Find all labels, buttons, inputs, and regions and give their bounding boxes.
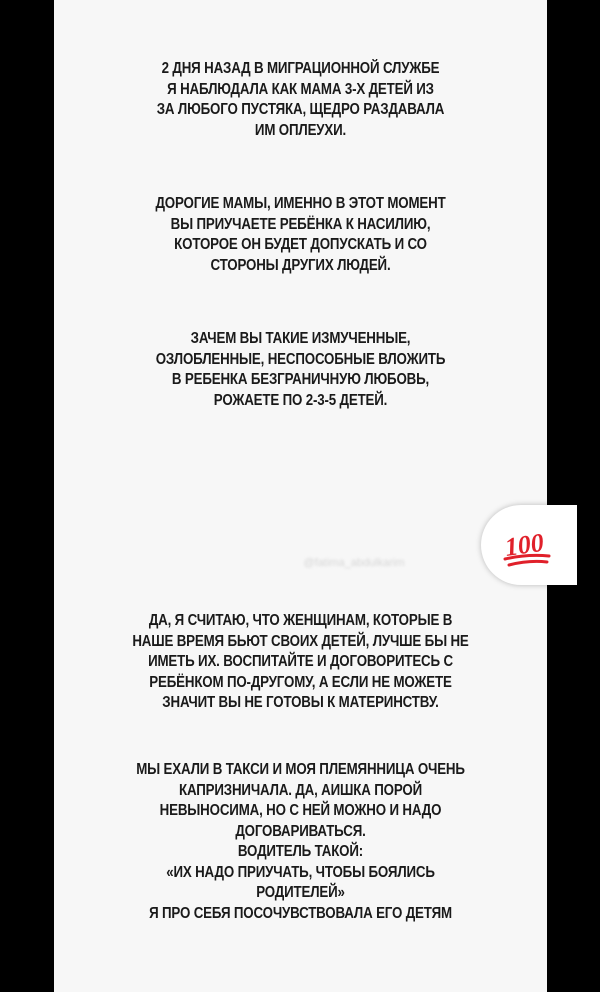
paragraph-dear-mothers xyxy=(89,194,513,276)
paragraph-why xyxy=(89,329,513,411)
username-watermark: @fatima_abdulkarim xyxy=(303,557,405,569)
text-line: ДОГОВАРИВАТЬСЯ. xyxy=(235,822,366,840)
text-line: РЕБЁНКОМ ПО-ДРУГОМУ, А ЕСЛИ НЕ МОЖЕТЕ xyxy=(149,673,452,691)
text-line: ДА, Я СЧИТАЮ, ЧТО ЖЕНЩИНАМ, КОТОРЫЕ В xyxy=(148,612,453,629)
text-line: 2 ДНЯ НАЗАД В МИГРАЦИОННОЙ СЛУЖБЕ xyxy=(161,60,440,77)
paragraph-migration-service xyxy=(89,59,513,141)
text-line: Я ПРО СЕБЯ ПОСОЧУВСТВОВАЛА ЕГО ДЕТЯМ xyxy=(149,904,452,922)
paragraph-taxi-story xyxy=(89,760,513,924)
paragraph-opinion xyxy=(89,611,513,714)
text-line: НЕВЫНОСИМА, НО С НЕЙ МОЖНО И НАДО xyxy=(159,802,442,819)
text-line: Я НАБЛЮДАЛА КАК МАМА 3-Х ДЕТЕЙ ИЗ xyxy=(167,80,434,98)
text-line: ОЗЛОБЛЕННЫЕ, НЕСПОСОБНЫЕ ВЛОЖИТЬ xyxy=(155,350,446,368)
text-line: ВОДИТЕЛЬ ТАКОЙ: xyxy=(237,843,364,860)
text-line: В РЕБЕНКА БЕЗГРАНИЧНУЮ ЛЮБОВЬ, xyxy=(171,371,430,388)
text-line: ВЫ ПРИУЧАЕТЕ РЕБЁНКА К НАСИЛИЮ, xyxy=(170,215,431,233)
story-card[interactable] xyxy=(54,0,547,992)
text-line: ИМЕТЬ ИХ. ВОСПИТАЙТЕ И ДОГОВОРИТЕСЬ С xyxy=(148,653,453,670)
text-line: РОЖАЕТЕ ПО 2-3-5 ДЕТЕЙ. xyxy=(213,391,388,409)
text-line: «ИХ НАДО ПРИУЧАТЬ, ЧТОБЫ БОЯЛИСЬ xyxy=(166,863,435,881)
text-line: НАШЕ ВРЕМЯ БЬЮТ СВОИХ ДЕТЕЙ, ЛУЧШЕ БЫ НЕ xyxy=(132,632,469,650)
text-line: КОТОРОЕ ОН БУДЕТ ДОПУСКАТЬ И СО xyxy=(174,236,427,253)
text-line: МЫ ЕХАЛИ В ТАКСИ И МОЯ ПЛЕМЯННИЦА ОЧЕНЬ xyxy=(136,761,465,778)
text-line: ДОРОГИЕ МАМЫ, ИМЕННО В ЭТОТ МОМЕНТ xyxy=(155,195,446,212)
text-line: РОДИТЕЛЕЙ» xyxy=(256,884,345,901)
hundred-points-icon xyxy=(499,523,555,569)
text-line: ЗАЧЕМ ВЫ ТАКИЕ ИЗМУЧЕННЫЕ, xyxy=(190,330,411,347)
reaction-sticker[interactable] xyxy=(481,505,577,585)
text-line: ИМ ОПЛЕУХИ. xyxy=(254,121,347,139)
text-line: СТОРОНЫ ДРУГИХ ЛЮДЕЙ. xyxy=(210,256,391,274)
text-line: ЗНАЧИТ ВЫ НЕ ГОТОВЫ К МАТЕРИНСТВУ. xyxy=(162,694,439,711)
text-line: ЗА ЛЮБОГО ПУСТЯКА, ЩЕДРО РАЗДАВАЛА xyxy=(156,101,445,118)
hundred-text: 100 xyxy=(502,527,546,562)
text-line: КАПРИЗНИЧАЛА. ДА, АИШКА ПОРОЙ xyxy=(179,781,422,799)
